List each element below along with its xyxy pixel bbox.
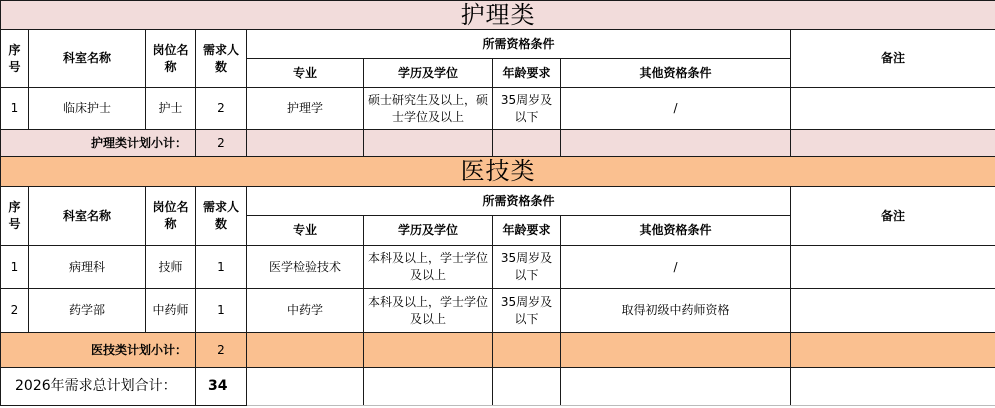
header-note: 备注: [791, 187, 995, 246]
header-edu: 学历及学位: [364, 59, 493, 88]
cell-age: 35周岁及以下: [493, 246, 561, 289]
cell-edu: 本科及以上，学士学位及以上: [364, 289, 493, 333]
cell-note: [791, 88, 995, 130]
cell-dept: 病理科: [29, 246, 146, 289]
header-post: 岗位名称: [146, 187, 196, 246]
header-edu: 学历及学位: [364, 216, 493, 246]
subtotal-label: 护理类计划小计：: [1, 130, 196, 157]
cell-other: /: [561, 246, 791, 289]
cell-other: 取得初级中药师资格: [561, 289, 791, 333]
cell-note: [791, 246, 995, 289]
cell-dept: 临床护士: [29, 88, 146, 130]
subtotal-row-nursing: [1, 130, 995, 157]
cell-edu: 硕士研究生及以上，硕士学位及以上: [364, 88, 493, 130]
header-other: 其他资格条件: [561, 59, 791, 88]
subtotal-value: 2: [196, 130, 247, 157]
cell-count: 1: [196, 289, 247, 333]
header-seq: 序号: [1, 30, 29, 88]
header-major: 专业: [247, 216, 364, 246]
cell-count: 1: [196, 246, 247, 289]
header-count: 需求人数: [196, 30, 247, 88]
cell-major: 护理学: [247, 88, 364, 130]
table-row: [1, 246, 995, 289]
header-age: 年龄要求: [493, 216, 561, 246]
total-label: 2026年需求总计划合计：: [1, 368, 196, 406]
cell-major: 医学检验技术: [247, 246, 364, 289]
header-count: 需求人数: [196, 187, 247, 246]
cell-other: /: [561, 88, 791, 130]
header-seq: 序号: [1, 187, 29, 246]
header-dept: 科室名称: [29, 30, 146, 88]
cell-seq: 2: [1, 289, 29, 333]
total-row: [1, 368, 995, 406]
cell-age: 35周岁及以下: [493, 88, 561, 130]
subtotal-value: 2: [196, 333, 247, 368]
cell-age: 35周岁及以下: [493, 289, 561, 333]
header-note: 备注: [791, 30, 995, 88]
cell-note: [791, 289, 995, 333]
cell-post: 护士: [146, 88, 196, 130]
total-value: 34: [196, 368, 247, 406]
table-row: [1, 88, 995, 130]
header-conditions: 所需资格条件: [247, 30, 791, 59]
subtotal-row-medtech: [1, 333, 995, 368]
cell-edu: 本科及以上，学士学位及以上: [364, 246, 493, 289]
cell-post: 技师: [146, 246, 196, 289]
cell-seq: 1: [1, 246, 29, 289]
cell-count: 2: [196, 88, 247, 130]
cell-post: 中药师: [146, 289, 196, 333]
section-title-nursing: 护理类: [1, 1, 995, 30]
cell-dept: 药学部: [29, 289, 146, 333]
cell-major: 中药学: [247, 289, 364, 333]
header-other: 其他资格条件: [561, 216, 791, 246]
header-dept: 科室名称: [29, 187, 146, 246]
header-major: 专业: [247, 59, 364, 88]
subtotal-label: 医技类计划小计：: [1, 333, 196, 368]
header-age: 年龄要求: [493, 59, 561, 88]
header-conditions: 所需资格条件: [247, 187, 791, 216]
header-post: 岗位名称: [146, 30, 196, 88]
section-title-medtech: 医技类: [1, 157, 995, 187]
cell-seq: 1: [1, 88, 29, 130]
table-row: [1, 289, 995, 333]
